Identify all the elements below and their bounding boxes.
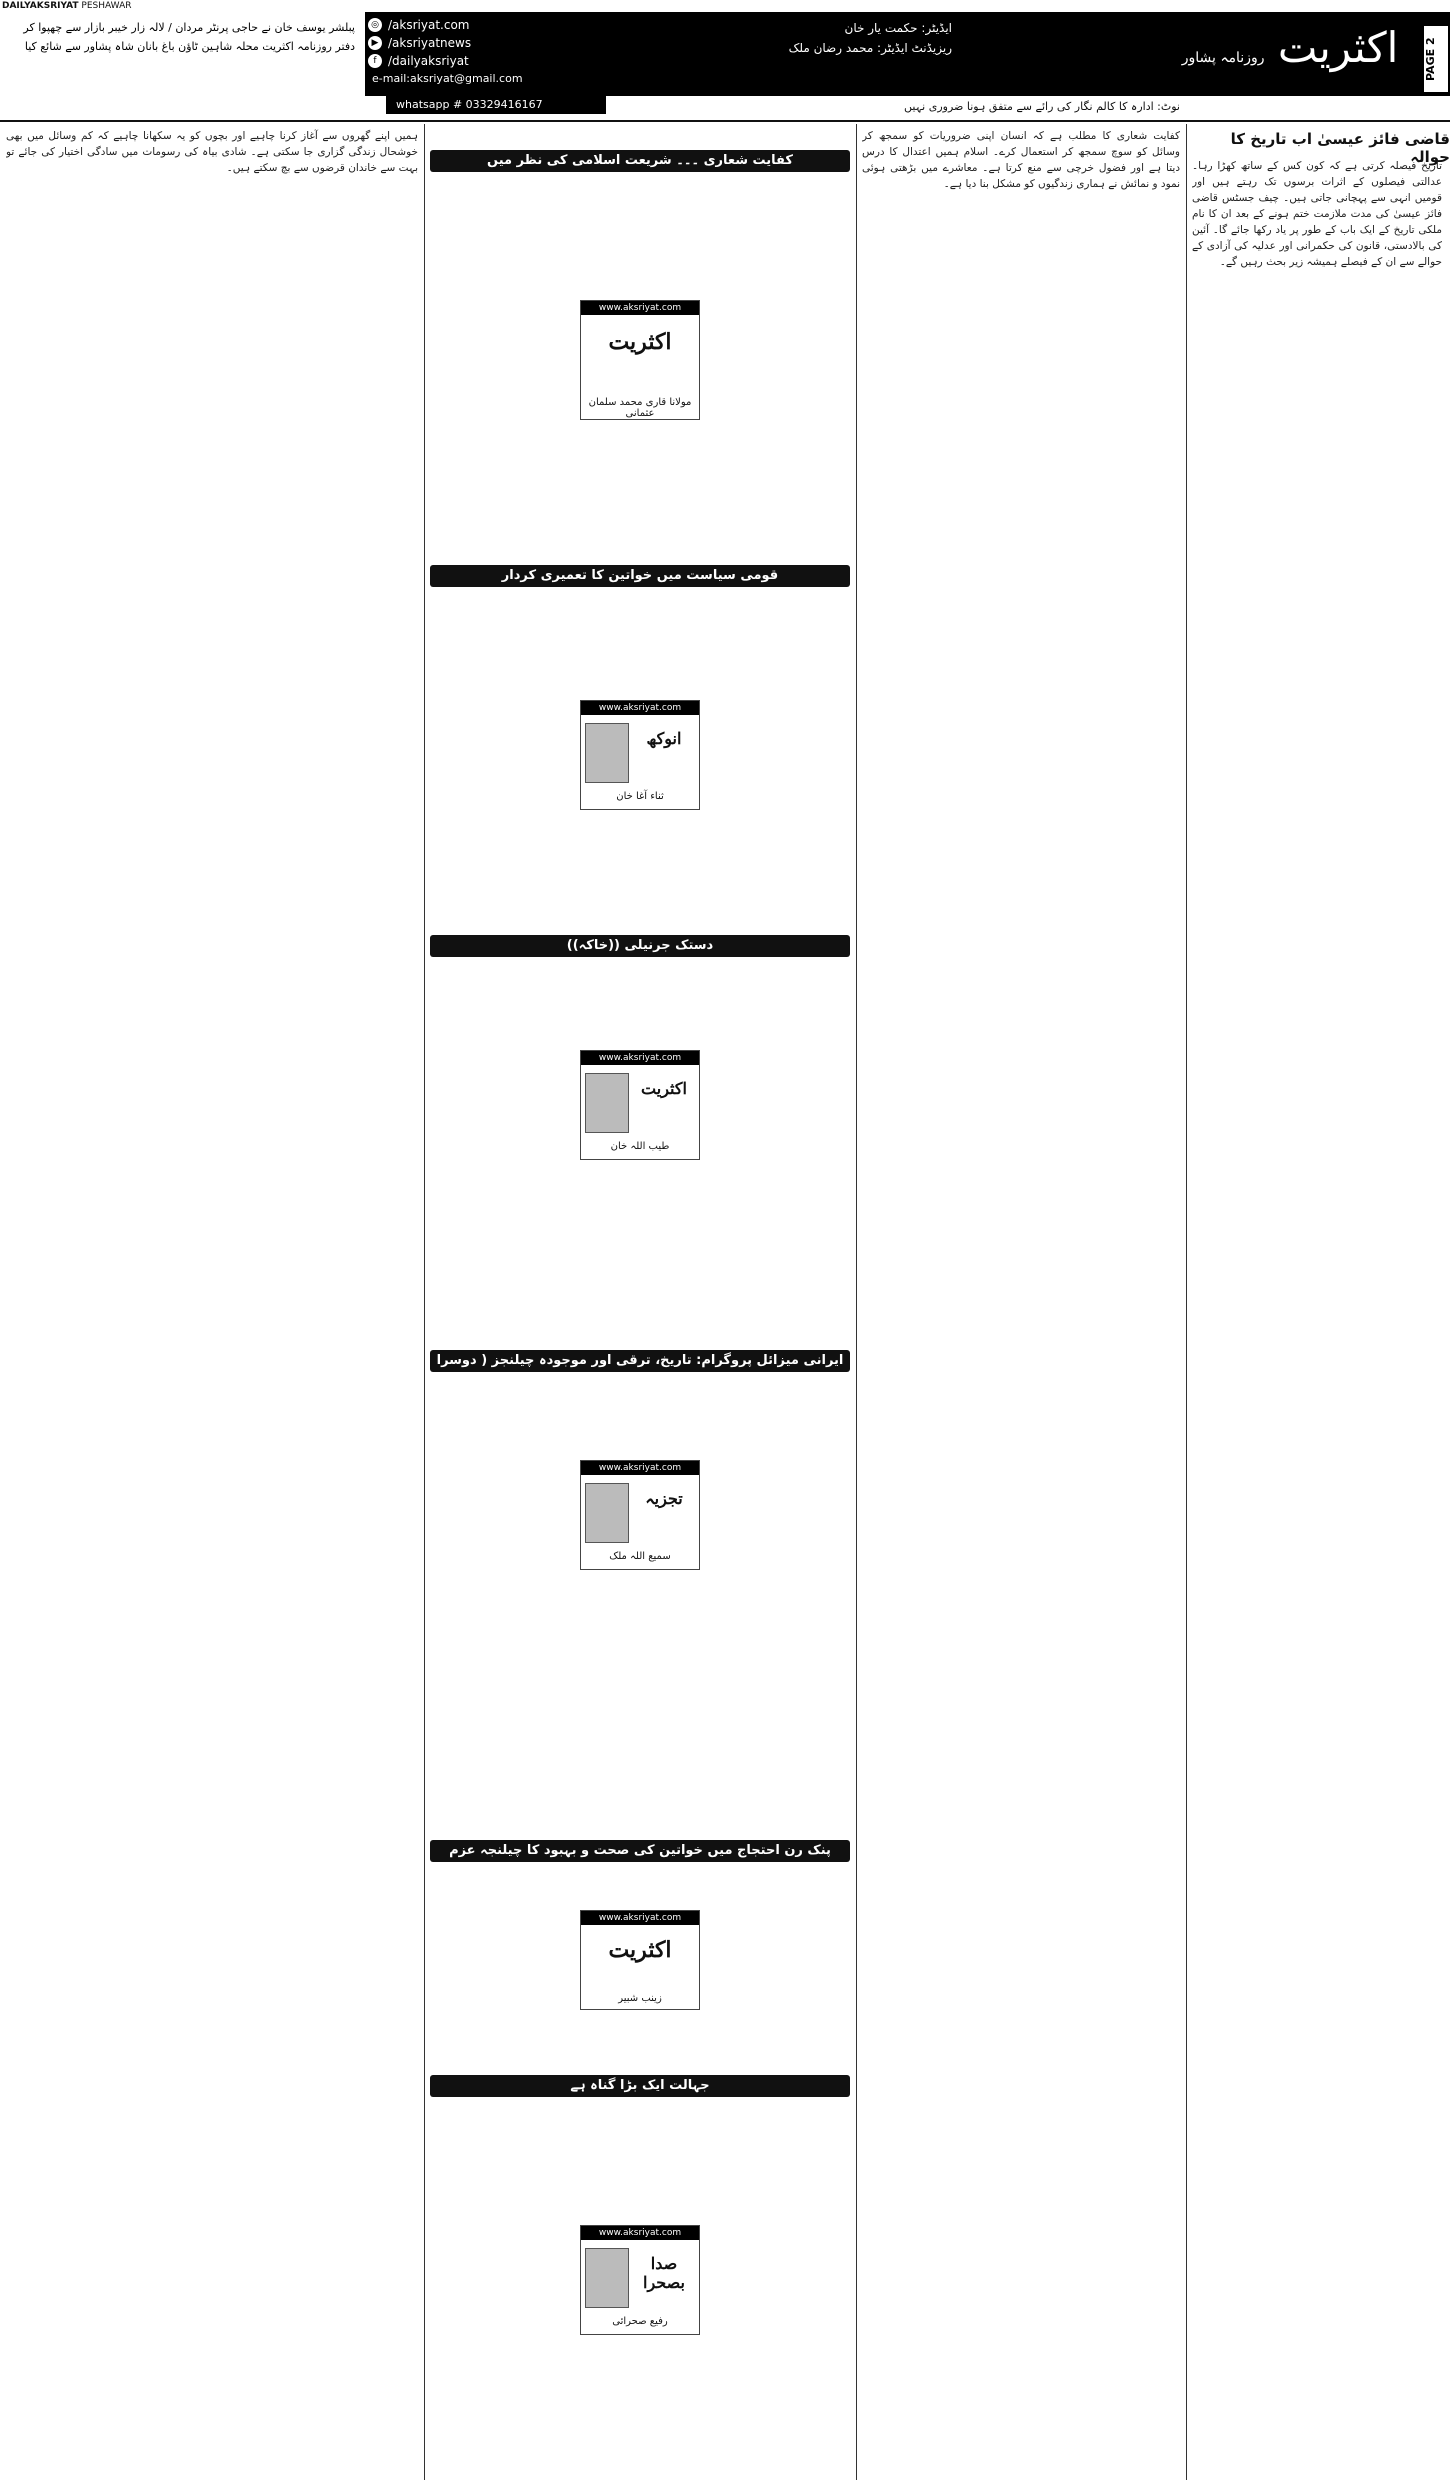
contact-email[interactable]: e-mail:aksriyat@gmail.com	[372, 72, 523, 85]
disclaimer-note: نوٹ: ادارہ کا کالم نگار کی رائے سے متفق ہونا ضروری نہیں	[904, 100, 1180, 113]
header-divider	[0, 120, 1450, 122]
author-name: زینب شبیر	[618, 1993, 662, 2004]
author-url: www.aksriyat.com	[581, 1911, 699, 1925]
author-url: www.aksriyat.com	[581, 301, 699, 315]
section-title: قومی سیاست میں خواتین کا تعمیری کردار	[430, 565, 850, 587]
editor-block	[640, 12, 960, 96]
masthead	[0, 12, 1450, 96]
author-box	[580, 300, 700, 420]
author-url: www.aksriyat.com	[581, 1461, 699, 1475]
section-title: ایرانی میزائل پروگرام: تاریخ، ترقی اور موجودہ چیلنجز ( دوسرا حصہ )	[430, 1350, 850, 1372]
section-title: پنک رن احتجاج میں خواتین کی صحت و بہبود کا چیلنجہ عزم	[430, 1840, 850, 1862]
social-link-website[interactable]: ◎ /aksriyat.com	[368, 16, 608, 34]
author-box	[580, 1460, 700, 1570]
section-title: دستک جرنیلی ((خاکہ))	[430, 935, 850, 957]
section-title: کفایت شعاری ۔۔۔ شریعت اسلامی کی نظر میں	[430, 150, 850, 172]
section-title: جہالت ایک بڑا گناہ ہے	[430, 2075, 850, 2097]
author-column-title: تجزیہ	[645, 1489, 683, 1508]
author-url: www.aksriyat.com	[581, 1051, 699, 1065]
brand-city: PESHAWAR	[81, 1, 132, 11]
author-url: www.aksriyat.com	[581, 2226, 699, 2240]
author-box	[580, 700, 700, 810]
author-name: رفیع صحرائی	[612, 2316, 668, 2327]
author-column-title: اکثریت	[641, 1079, 687, 1098]
author-photo	[585, 1483, 629, 1543]
whatsapp-bar	[386, 96, 606, 114]
column-one-body: ہمیں اپنے گھروں سے آغاز کرنا چاہیے اور بچوں کو یہ سکھانا چاہیے کہ کم وسائل میں بھی خوشحال زندگی گزاری جا سکتی ہے۔ شادی بیاہ کی رسومات میں سادگی اختیار کی جائے تو بہت سے خاندان قرضوں سے بچ سکتے ہیں۔	[6, 130, 418, 174]
column-rule	[424, 124, 425, 2480]
author-name: مولانا قاری محمد سلمان عثمانی	[588, 397, 692, 419]
brand-name: AKSRIYAT	[29, 1, 79, 11]
author-column-title: انوکھ	[646, 729, 682, 748]
author-photo	[585, 2248, 629, 2308]
main-article-body: تاریخ فیصلہ کرتی ہے کہ کون کس کے ساتھ کھڑا رہا۔ عدالتی فیصلوں کے اثرات برسوں تک رہتے ہیں اور قومیں انہی سے پہچانی جاتی ہیں۔ چیف جسٹس قاضی فائز عیسیٰ کی مدت ملازمت ختم ہونے کے بعد ان کا نام ملکی تاریخ کے ایک باب کے طور پر یاد رکھا جائے گا۔ آئین کی بالادستی، قانون کی حکمرانی اور عدلیہ کی آزادی کے حوالے سے ان کے فیصلے ہمیشہ زیر بحث رہیں گے۔	[1192, 160, 1442, 268]
brand-prefix: DAILY	[2, 1, 30, 11]
publisher-note: پبلشر یوسف خان نے حاجی پرنٹر مردان / لالہ زار خیبر بازار سے چھپوا کر دفتر روزنامہ اکثریت محلہ شاہین ٹاؤن باغ بانان شاہ پشاور سے شائع کیا	[0, 12, 365, 96]
column-rule	[856, 124, 857, 2480]
youtube-icon: ▶	[368, 36, 382, 50]
author-box	[580, 2225, 700, 2335]
author-box	[580, 1050, 700, 1160]
author-photo	[585, 723, 629, 783]
column-two-body: کفایت شعاری کا مطلب ہے کہ انسان اپنی ضروریات کو سمجھ کر وسائل کو سوچ سمجھ کر استعمال کرے۔ اسلام ہمیں اعتدال کا درس دیتا ہے اور فضول خرچی سے منع کرتا ہے۔ معاشرے میں بڑھتی ہوئی نمود و نمائش نے ہماری زندگیوں کو مشکل بنا دیا ہے۔	[862, 130, 1180, 190]
author-column-title: اکثریت	[608, 329, 672, 355]
author-column-title: اکثریت	[608, 1937, 672, 1963]
top-brand-line	[0, 0, 1450, 12]
social-link-youtube[interactable]: ▶ /aksriyatnews	[368, 34, 608, 52]
main-headline: قاضی فائز عیسیٰ اب تاریخ کا حوالہ	[1230, 130, 1450, 166]
contact-whatsapp[interactable]: whatsapp # 03329416167	[396, 98, 543, 111]
editor-line: ایڈیٹر: حکمت یار خان	[844, 21, 952, 35]
author-name: طیب اللہ خان	[610, 1141, 670, 1152]
facebook-icon: f	[368, 54, 382, 68]
author-column-title: صدا بصحرا	[643, 2254, 685, 2292]
page-badge: PAGE 2	[1424, 26, 1448, 92]
author-name: سمیع اللہ ملک	[609, 1551, 671, 1562]
social-link-facebook[interactable]: f /dailyaksriyat	[368, 52, 608, 70]
author-photo	[585, 1073, 629, 1133]
resident-editor-line: ریزیڈنٹ ایڈیٹر: محمد رضان ملک	[788, 41, 952, 55]
author-name: ثناء آغا خان	[616, 791, 664, 802]
author-url: www.aksriyat.com	[581, 701, 699, 715]
author-box	[580, 1910, 700, 2010]
column-rule	[1186, 124, 1187, 2480]
globe-icon: ◎	[368, 18, 382, 32]
newspaper-logo: اکثریت روزنامہ پشاور	[1181, 23, 1399, 72]
